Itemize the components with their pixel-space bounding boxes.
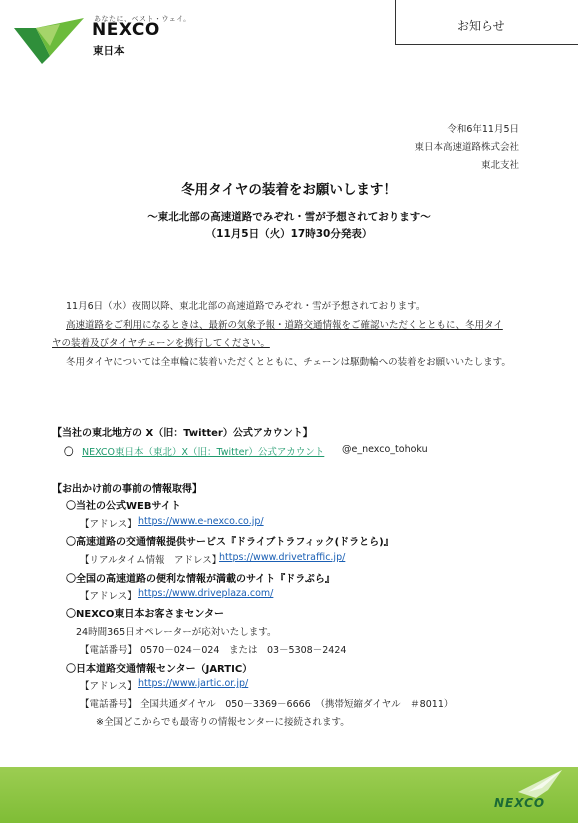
brand-name: NEXCO <box>92 20 160 40</box>
customer-center-note: 24時間365日オペレーターが応対いたします。 <box>76 627 277 638</box>
body-paragraph-3: 冬用タイヤについては全車輪に装着いただくとともに、チェーンは駆動輪への装着をお願いいたします。 <box>66 357 511 368</box>
jartic-phone: 【電話番号】 全国共通ダイヤル 050－3369－6666 （携帯短縮ダイヤル ＃8011） <box>80 699 454 710</box>
body-paragraph-2-line-1: 高速道路をご利用になるときは、最新の気象予報・道路交通情報をご確認いただくとともに、冬用タイ <box>66 320 503 331</box>
nexco-logo-mark-icon <box>14 18 84 64</box>
info-address-label: 【アドレス】 <box>80 591 137 602</box>
twitter-bullet: 〇 <box>64 447 74 458</box>
info-item-drivetraffic: 〇高速道路の交通情報提供サービス『ドライブトラフィック(ドラとら)』 <box>66 537 394 548</box>
info-section-heading: 【お出かけ前の事前の情報取得】 <box>52 484 202 495</box>
twitter-section-heading: 【当社の東北地方の X（旧：Twitter）公式アカウント】 <box>52 428 313 439</box>
jartic-link[interactable]: https://www.jartic.or.jp/ <box>138 678 249 689</box>
body-paragraph-1: 11月6日（水）夜間以降、東北北部の高速道路でみぞれ・雪が予想されております。 <box>66 301 426 312</box>
body-paragraph-2-line-2: ヤの装着及びタイヤチェーンを携行してください。 <box>52 338 270 349</box>
brand-tagline: あなたに、ベスト・ウェイ。 <box>94 15 191 23</box>
twitter-account-link[interactable]: NEXCO東日本（東北）X（旧：Twitter）公式アカウント <box>82 447 325 458</box>
info-address-label: 【アドレス】 <box>80 681 137 692</box>
customer-center-phone: 【電話番号】 0570－024－024 または 03－5308－2424 <box>80 645 347 656</box>
info-item-official-website: 〇当社の公式WEBサイト <box>66 501 181 512</box>
issue-date: 令和6年11月5日 <box>447 124 519 135</box>
info-address-label: 【アドレス】 <box>80 519 137 530</box>
company-name: 東日本高速道路株式会社 <box>414 142 519 153</box>
nexco-footer-mark-icon <box>518 770 562 798</box>
info-item-driveplaza: 〇全国の高速道路の便利な情報が満載のサイト『ドラぷら』 <box>66 574 335 585</box>
driveplaza-link[interactable]: https://www.driveplaza.com/ <box>138 588 274 599</box>
branch-name: 東北支社 <box>480 160 519 171</box>
info-item-customer-center: 〇NEXCO東日本お客さまセンター <box>66 609 224 620</box>
brand-subname: 東日本 <box>93 45 125 57</box>
footer-brand: NEXCO <box>494 796 546 810</box>
jartic-footnote: ※全国どこからでも最寄りの情報センターに接続されます。 <box>96 717 350 728</box>
drivetraffic-link[interactable]: https://www.drivetraffic.jp/ <box>219 552 346 563</box>
twitter-handle: @e_nexco_tohoku <box>342 444 428 455</box>
subtitle-forecast: ～東北北部の高速道路でみぞれ・雪が予想されております～ <box>147 211 431 223</box>
info-address-label: 【リアルタイム情報 アドレス】 <box>80 555 222 566</box>
info-item-jartic: 〇日本道路交通情報センター（JARTIC） <box>66 664 253 675</box>
footer-band <box>0 767 578 823</box>
official-website-link[interactable]: https://www.e-nexco.co.jp/ <box>138 516 264 527</box>
page-title: 冬用タイヤの装着をお願いします！ <box>181 182 397 198</box>
subtitle-announcement-time: （11月5日（火）17時30分発表） <box>205 228 373 240</box>
notice-label: お知らせ <box>457 19 505 33</box>
